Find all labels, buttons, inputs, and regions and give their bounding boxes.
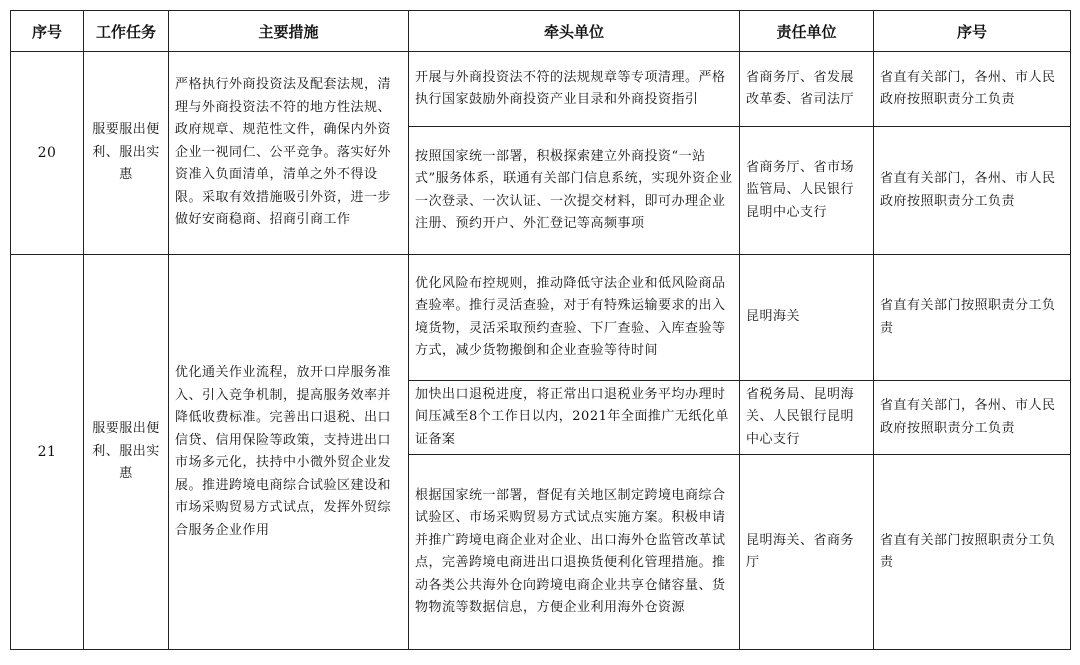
lead-unit-cell: 加快出口退税进度，将正常出口退税业务平均办理时间压减至8个工作日以内，2021年全面推广无纸化单证备案 — [409, 381, 740, 455]
table-row — [11, 255, 1071, 381]
lead-unit-cell: 开展与外商投资法不符的法规规章等专项清理。严格执行国家鼓励外商投资产业目录和外商投资指引 — [409, 52, 740, 127]
responsible-unit-cell: 昆明海关、省商务厅 — [740, 455, 874, 650]
measure-cell: 优化通关作业流程，放开口岸服务准入、引入竞争机制，提高服务效率并降低收费标准。完善出口退税、出口信贷、信用保险等政策，支持进出口市场多元化，扶持中小微外贸企业发展。推进跨境电商综合试验区建设和市场采购贸易方式试点，发挥外贸综合服务企业作用 — [169, 255, 409, 650]
task-cell: 服要服出便利、服出实惠 — [84, 255, 169, 650]
lead-unit-cell: 按照国家统一部署，积极探索建立外商投资“一站式”服务体系，联通有关部门信息系统，实现外资企业一次登录、一次认证、一次提交材料，即可办理企业注册、预约开户、外汇登记等高频事项 — [409, 127, 740, 255]
lead-unit-cell: 根据国家统一部署，督促有关地区制定跨境电商综合试验区、市场采购贸易方式试点实施方案。积极申请并推广跨境电商企业对企业、出口海外仓监管改革试点，完善跨境电商进出口退换货便利化管理措施。推动各类公共海外仓向跨境电商企业共享仓储容量、货物物流等数据信息，方便企业利用海外仓资源 — [409, 455, 740, 650]
measure-cell: 严格执行外商投资法及配套法规，清理与外商投资法不符的地方性法规、政府规章、规范性文件，确保内外资企业一视同仁、公平竞争。落实好外资准入负面清单，清单之外不得设限。采取有效措施吸引外资，进一步做好安商稳商、招商引商工作 — [169, 52, 409, 255]
last-column-cell: 省直有关部门，各州、市人民政府按照职责分工负责 — [874, 127, 1071, 255]
header-lead-unit: 牵头单位 — [409, 11, 740, 52]
row-number: 21 — [11, 255, 84, 650]
lead-unit-cell: 优化风险布控规则，推动降低守法企业和低风险商品查验率。推行灵活查验，对于有特殊运输要求的出入境货物，灵活采取预约查验、下厂查验、入库查验等方式，减少货物搬倒和企业查验等待时间 — [409, 255, 740, 381]
last-column-cell: 省直有关部门，各州、市人民政府按照职责分工负责 — [874, 381, 1071, 455]
row-number: 20 — [11, 52, 84, 255]
table-row — [11, 52, 1071, 127]
last-column-cell: 省直有关部门按照职责分工负责 — [874, 255, 1071, 381]
task-cell: 服要服出便利、服出实惠 — [84, 52, 169, 255]
policy-table-container — [10, 10, 1070, 650]
header-task: 工作任务 — [84, 11, 169, 52]
header-seq-last: 序号 — [874, 11, 1071, 52]
last-column-cell: 省直有关部门按照职责分工负责 — [874, 455, 1071, 650]
responsible-unit-cell: 省商务厅、省市场监管局、人民银行昆明中心支行 — [740, 127, 874, 255]
responsible-unit-cell: 昆明海关 — [740, 255, 874, 381]
header-seq: 序号 — [11, 11, 84, 52]
responsible-unit-cell: 省税务局、昆明海关、人民银行昆明中心支行 — [740, 381, 874, 455]
table-header-row — [11, 11, 1071, 52]
header-responsible-unit: 责任单位 — [740, 11, 874, 52]
responsible-unit-cell: 省商务厅、省发展改革委、省司法厅 — [740, 52, 874, 127]
last-column-cell: 省直有关部门，各州、市人民政府按照职责分工负责 — [874, 52, 1071, 127]
policy-task-table — [10, 10, 1071, 650]
header-measures: 主要措施 — [169, 11, 409, 52]
